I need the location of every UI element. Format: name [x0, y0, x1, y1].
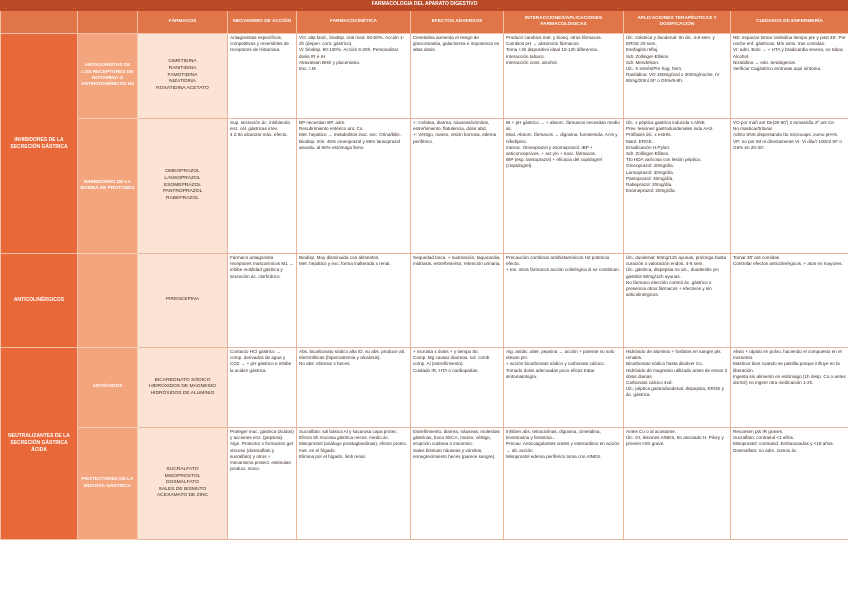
header-farmacocinetica: FARMACOCINÉTICA [297, 11, 411, 34]
drug-subgroup-label: INHIBIDORES DE LA BOMBA DE PROTONES [78, 119, 138, 254]
cell-text-line: + acción bicarbonato sódico y carbonato cálcico. [506, 361, 605, 367]
nursing-care-cell [731, 119, 848, 254]
adverse-effects-cell [411, 34, 504, 119]
cell-text-line: Precaución combinar antihistamínicos H2 potencia efecto. [506, 255, 610, 267]
cell-text-line: Recubrimiento entérico ant. Co. [299, 126, 364, 132]
cell-text-line: VI: adm. Bolo → + HTA y bradicardia severa, no tabac. Alcohol. [733, 47, 845, 59]
cell-text-line: + incrusta x dosis + y tiempo tto. [413, 349, 479, 354]
table-row [1, 254, 848, 348]
drug-name: ROXATIDINA ACETATO [156, 85, 209, 91]
cell-text-line: Omeoprazol: 20mg/día. [626, 163, 675, 169]
cell-text-line: Mant. ERGE. [626, 138, 654, 144]
cell-text-line: Úlc. péptica gastroduodenal, dispepsia, ERGE y ác. gástrica. [626, 386, 725, 398]
drug-subgroup-label: ANTIÁCIDOS [78, 348, 138, 428]
interactions-cell [504, 119, 624, 254]
cell-text-line: Úlc. GI, lesiones AINES, tto asociado H. Pilory y previen HGI grave. [626, 435, 724, 447]
drug-name: ACEXAMATO DE ZINC [156, 493, 209, 499]
nursing-care-cell [731, 428, 848, 540]
table-row [1, 428, 848, 540]
nursing-care-cell [731, 348, 848, 428]
interactions-cell [504, 428, 624, 540]
therapeutic-uses-cell [624, 34, 731, 119]
cell-text-line: Toma +2h dispositivo ideal 10-12h diferencia. [506, 47, 599, 53]
cell-text-line: Controlar efectos anticolinérgicos, + atos en mayores. [733, 261, 843, 267]
cell-text-line: Úlc. X estrés/Pre hag. hem. [626, 65, 683, 71]
mechanism-cell [228, 428, 297, 540]
cell-text-line: Interacción cons. alcohol. [506, 59, 558, 65]
header-interacciones: INTERACCIONES/APLICACIONES FARMACOLÓGICAS [504, 11, 624, 34]
cell-text-line: Úlc. Gástrica y duodenal: tto úlc. 4-8 sem. y ERGE 20 sem. [626, 35, 715, 47]
cell-text-line: Comp. Mg causar diarreas, sol. comb. comp. Al (estreñimiento). [413, 355, 491, 367]
drug-group-label: ANTICOLINÉRGICOS [1, 254, 78, 348]
drug-list-cell [138, 119, 228, 254]
cell-text-line: Sdr. Zollinger-Ellison. [626, 150, 670, 156]
cell-text-line: Prev. lesiones gastroduodenales indu AAS. [626, 126, 714, 132]
pharmacokinetics-cell [297, 428, 411, 540]
cell-text-line: Dosmalfato: no adm. zumos ác. [733, 447, 798, 453]
drug-name: NIZATIDINA [169, 79, 196, 85]
pharmacokinetics-cell [297, 254, 411, 348]
cell-text-line: Admo SNS dispersando tto microcaps. zumo pH<5. [733, 132, 839, 138]
cell-text-line: Carbonato cálcico 4vd. [626, 379, 673, 385]
cell-text-line: + tox. otros fármacos acción colinérgica si se combinan. [506, 267, 621, 273]
drug-name: BICARBONATO SÓDICO [154, 377, 211, 383]
cell-text-line: Úlc. gástrica, dispepsia no ulc., duodenitis y/o gastritis 50mg/12h ayunas. [626, 267, 719, 279]
table-row [1, 119, 848, 254]
cell-text-line: Algn. Protector x formación gel viscoso (dosmalfato y sucralfato) y otros + mecanismo protect. estimulan produci. moco. [230, 441, 293, 472]
cell-text-line: IB + pH gástrico → + absorc. fármacos necesitan medio ác. [506, 120, 620, 132]
cell-text-line: VO por mañ ant De(30-60') 2 tomas/día 2º ant Ce. [733, 120, 836, 125]
interactions-cell [504, 254, 624, 348]
drug-name: HIDRÓXIDOS DE ALUMINIO [150, 390, 215, 396]
cell-text-line: Antes Co o al acostarse. [626, 429, 677, 434]
cell-text-line: Sequedad boca, + sudoración, taquicardia, midriasis, estreñimiento, retención urinaria. [413, 255, 501, 267]
therapeutic-uses-cell [624, 254, 731, 348]
cell-text-line: Erradicación H.Pylori. [626, 144, 671, 150]
drug-name: MISOPROSTOL [164, 473, 201, 479]
drug-name: ESOMEPRAZOL [163, 182, 202, 188]
cell-text-line: VP: no por IM ni directamente VI. Vi dilu/r 100ml SF o G5% en 20-30'. [733, 138, 842, 150]
cell-text-line: Sucralfato: sal básica Al y sacarosa capa protec. Efecto 6h mucosa gástrica neces. medio ác. [299, 429, 398, 441]
adverse-effects-cell [411, 428, 504, 540]
drug-list-cell [138, 254, 228, 348]
cell-text-line: Profilaxis úlc. x estrés. [626, 132, 672, 138]
drug-list-cell [138, 428, 228, 540]
table-title: FARMACOLOGÍA DEL APARATO DIGESTIVO [1, 1, 848, 11]
cell-text-line: Inhiben abs. tetraciclinas, digoxina, cimetidina, levotiroxina y fenitoína... [506, 429, 601, 441]
adverse-effects-cell [411, 119, 504, 254]
table-row [1, 348, 848, 428]
cell-text-line: Ranitidina: VO 150mg/2vd o 300mg/noche. IV 50mg/20ml SF o G5%/6-8h. [626, 72, 720, 84]
drug-subgroup-label: PROTECTORES DE LA MUCOSA GÁSTRICA [78, 428, 138, 540]
cell-text-line: Sdr. Mendelson. [626, 59, 660, 65]
drug-list-cell [138, 34, 228, 119]
cell-text-line: 4 d tto alcanzar máx. efecto. [230, 132, 288, 138]
cell-text-line: Vi: biodisp. 90-100%. Acción 6-20h. Personalizar dosis IR e IH. [299, 47, 399, 59]
cell-text-line: No abs: eliminar x heces. [299, 361, 351, 367]
cell-text-line: Misoprostol edema períferico toma con AINES. [506, 453, 602, 459]
cell-text-line: VO: alta biod., biodisp. oral med. 50-60%. Acción 1-2h (depen. cont. gástrico). [299, 35, 405, 47]
mechanism-cell [228, 254, 297, 348]
cell-text-line: +: Vértigo, mareo, visión borrosa, edema periférico. [413, 132, 497, 144]
drug-name: CIMETIDINA [168, 59, 197, 65]
cell-text-line: Sdr. Zollinger-Ellison. [626, 53, 670, 59]
cell-text-line: Contacto HCl gástrico → comp. derivados de agua y CO2 → + pH gástrico e inhibe la acidez gástrica. [230, 349, 292, 373]
drug-name: PANTROPRAZOL [162, 189, 203, 195]
cell-text-line: Mod. Absorc. fármacos → digoxina, furosemida, AAS y nifedipino. [506, 132, 618, 144]
interactions-cell [504, 348, 624, 428]
drug-subgroup-label: ANTAGONISTAS DE LOS RECEPTORES DE HISTAMINA O ANTIHISTAMÍNICOS H2 [78, 34, 138, 119]
adverse-effects-cell [411, 348, 504, 428]
cell-text-line: Exc. I.M. [299, 65, 317, 71]
adverse-effects-cell [411, 254, 504, 348]
cell-text-line: Tomado dosis adecuadas poco eficaz tratar sintomatología. [506, 367, 595, 379]
interactions-cell [504, 34, 624, 119]
cell-text-line: Bicarbonato sódico hasta disolver Co. [626, 361, 704, 367]
cell-text-line: Elimina por el hígado, limb renal. [299, 453, 366, 459]
cell-text-line: Proteger muc. gástrica (ácidos) y acciones enz. (pepsina). [230, 429, 294, 441]
header-farmacos: FÁRMACOS [138, 11, 228, 34]
header-adversos: EFECTOS ADVERSOS [411, 11, 504, 34]
cell-text-line: Cuidado IR, HTA o cardiopatías. [413, 367, 479, 373]
drug-name: SUCRALFATO [166, 466, 199, 472]
cell-text-line: Interacción tabaco. [506, 53, 545, 59]
cell-text-line: Pantoprazol: 40mg/día. [626, 175, 674, 181]
cell-text-line: Interac. Omeoprazol y esomeprazol. IBP + anticoncepcivos, + act y/o + toxic. fármacos. [506, 144, 597, 156]
header-blank-sub [78, 11, 138, 34]
header-cuidados: CUIDADOS DE ENFERMERÍA [731, 11, 848, 34]
cell-text-line: Úlc. duodenal: 50mg/12h ayunas, prolonga hasta curación o valoración endos. 4-8 sem. [626, 255, 727, 267]
drug-name: SALES DE BISMUTO [158, 486, 207, 492]
cell-text-line: Misoprostol: contraind. Embarazadas y <18 años. [733, 441, 834, 447]
therapeutic-uses-cell [624, 119, 731, 254]
drug-name: PIRENCEPINA [165, 297, 200, 303]
therapeutic-uses-cell [624, 428, 731, 540]
drug-name: OMEOPRAZOL [165, 169, 200, 175]
cell-text-line: Biodisp. mín. 45% omeoprazol y 85% lansoprazol aexedu. al 50% estómago lleno. [299, 138, 401, 150]
cell-text-line: Tomar 30' ant comidas. [733, 255, 781, 260]
header-mecanismo: MECANISMO DE ACCIÓN [228, 11, 297, 34]
cell-text-line: Sucralfato: contraind <1 años. [733, 435, 795, 441]
mechanism-cell [228, 348, 297, 428]
cell-text-line: IBP (esp. lansoprazol) + eficacia del copidogrel (clopidogrel). [506, 157, 602, 169]
drug-list-cell [138, 348, 228, 428]
table-row [1, 34, 848, 119]
cell-text-line: Esomeprazol: 20mg/día. [626, 188, 676, 194]
drug-name: FAMOTIDINA [167, 72, 198, 78]
cell-text-line: Producir cambios met. y bioeq. otros fármacos. [506, 35, 602, 40]
mechanism-cell [228, 119, 297, 254]
cell-text-line: NE: espaciar tomar ranitidina tiempo pre y post 45'. Por noche enf. gástricas. Mín sinto. tras comidas. [733, 35, 846, 47]
drug-subgroup-label [78, 254, 138, 348]
cell-text-line: Alivio + rápido en polvo, haciendo el compuesto en el momento. [733, 349, 842, 361]
cell-text-line: Úlc. x péptica gastrica inducida x AINE. [626, 120, 706, 125]
drug-group-label: INHIBIDORES DE LA SECRECIÓN GÁSTRICA [1, 34, 78, 254]
cell-text-line: Esofagitis refluj. [626, 47, 659, 53]
cell-text-line: Sales bismuto náuseas y vómitos, ennegrecimiento heces (parece sangre). [413, 447, 496, 459]
cell-text-line: Biodisp. Muy disminuida con alimentos. [299, 255, 380, 260]
cell-text-line: Verificar Cagástrico erróneas aquí síntoma. [733, 65, 822, 71]
nursing-care-cell [731, 34, 848, 119]
pharmacokinetics-cell [297, 34, 411, 119]
cell-text-line: Rabeprazol: 20mg/día. [626, 181, 673, 187]
drug-name: DOSMALFATO [166, 480, 199, 486]
cell-text-line: Hidróxido de aluminio + fosfatos en sangre pts renales. [626, 349, 721, 361]
cell-text-line: No fármaco elección control ác. gástrico x presencia otros fármacos + efectivos y sin anticolinérgicos. [626, 279, 712, 298]
cell-text-line: Masticar bien cuando se pastilla porque influye en la liberación. [733, 361, 840, 373]
cell-text-line: Fármaco antagonista receptores muscarínicos M1 → inhibe motilidad gástrica y secreción ác. clorhídrico. [230, 255, 294, 279]
drug-name: RANITIDINA [168, 66, 197, 72]
header-blank-group [1, 11, 78, 34]
header-terapeuticas: APLICACIONES TERAPÉUTICAS Y DOSIFICACIÓN [624, 11, 731, 34]
cell-text-line: Tto HDA varicosa con lesión péptica. [626, 157, 702, 163]
pharmacokinetics-cell [297, 119, 411, 254]
drug-name: HIDRÓXIDOS DE MAGNESIO [149, 384, 216, 390]
cell-text-line: Ingesta sin alimento en estómago (1h desp. Co o antes dormir) no ingerir otra medicación 1-2h. [733, 373, 846, 385]
cell-text-line: Atraviesan BHE y placentaria. [299, 59, 361, 65]
cell-text-line: BP necesitan BP, adm. [299, 120, 346, 125]
nursing-care-cell [731, 254, 848, 348]
cell-text-line: Antagonistas específicos, competitivos y reversibles de receptores de histamina. [230, 35, 289, 53]
therapeutic-uses-cell [624, 348, 731, 428]
cell-text-line: Met. hepático y exc. forma inalterada x renal. [299, 261, 391, 267]
drug-name: RABEPRAZOL [166, 195, 199, 201]
cell-text-line: Alg. antiác. alter. pepsina → acción + potente no solo elevan pH. [506, 349, 615, 361]
cell-text-line: Cimetidina aumenta el riesgo de ginecomastia, galactorrea e impotencia en altas dosis. [413, 35, 500, 53]
drug-group-label: NEUTRALIZANTES DE LA SECRECIÓN GÁSTRICA ÁCIDA [1, 348, 78, 540]
cell-text-line: +: Cefalea, diarrea, náuseas/vómitos, estreñimiento, flatulencia, dolor abd. [413, 120, 490, 132]
cell-text-line: Nizatidina → edo. teratógenos. [733, 59, 797, 65]
cell-text-line: Reconsen pts IR graves. [733, 429, 784, 434]
cell-text-line: Hidróxido de magnesio utilizado antes de entrar 2 dosis diarias. [626, 367, 728, 379]
cell-text-line: Precau. Anticoagulantes orales y esterardimo en acción → alt. acción. [506, 441, 620, 453]
cell-text-line: Abs. bicarbonato sódico alta ID, su abs. produce alt. electrolíticas (hipernatremia y alcalosis). [299, 349, 406, 361]
cell-text-line: Met. hepático → metabolitos inac. exc. Orina/bilis. [299, 132, 401, 138]
cell-text-line: No masticar/triturar. [733, 126, 774, 132]
cell-text-line: Misoprostol (análogo prostaglandinas), efecto protec. met. en el hígado. [299, 441, 408, 453]
mechanism-cell [228, 34, 297, 119]
cell-text-line: Lansoprazol: 30mg/día. [626, 169, 675, 175]
cell-text-line: Sup. secreción ác. inhibiendo enz. cél. gástricas irrev. [230, 120, 291, 132]
cell-text-line: Estreñimiento, diarrea, náuseas, molestias gástricas, boca SECA, mareo, vértigo, erupción cutánea o insomnio. [413, 429, 500, 447]
pharmacokinetics-cell [297, 348, 411, 428]
drug-name: LANSOPRAZOL [164, 176, 201, 182]
cell-text-line: Cambios pH → absorción fármacos. [506, 41, 580, 47]
